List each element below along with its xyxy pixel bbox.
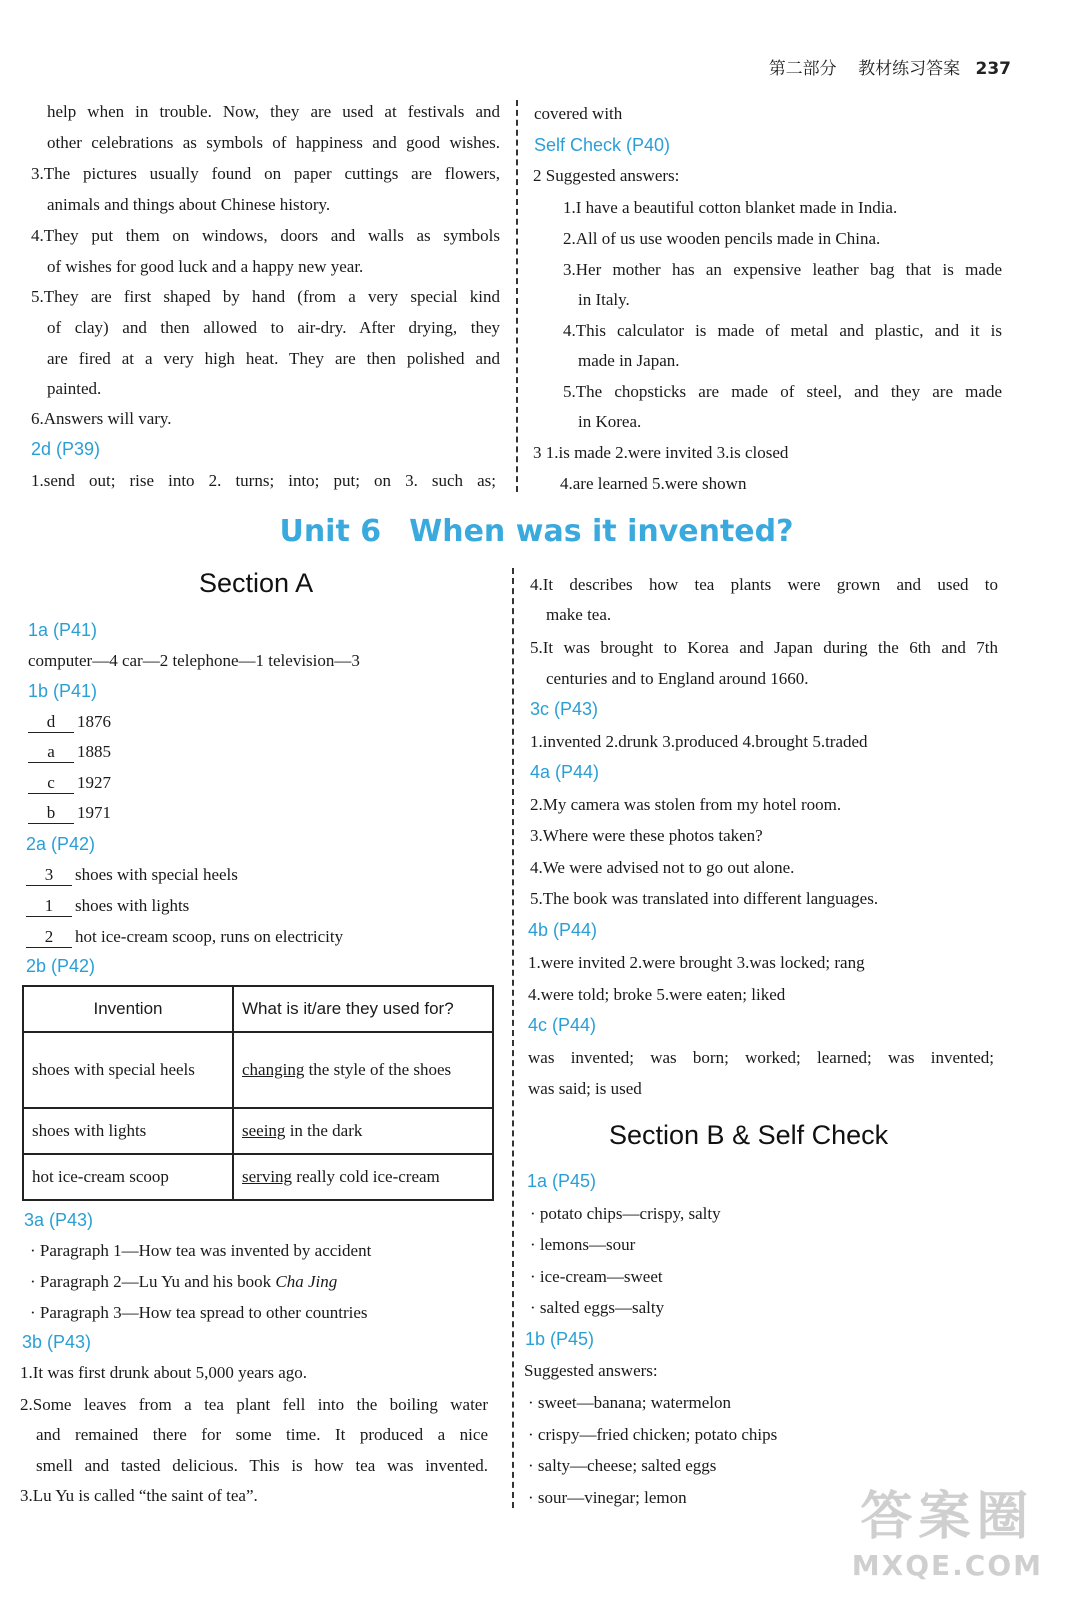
text-line: smell and tasted delicious. This is how tea was invented.	[36, 1456, 488, 1475]
text-line: 3.Lu Yu is called “the saint of tea”.	[20, 1486, 258, 1505]
text-line: of clay) and then allowed to air-dry. After drying, they	[47, 318, 500, 337]
exercise-label-b1b: 1b (P45)	[525, 1329, 595, 1349]
text-line: help when in trouble. Now, they are used at festivals and	[47, 102, 500, 121]
text-line: 4.They put them on windows, doors and walls as symbols	[31, 226, 500, 245]
exercise-label-4b: 4b (P44)	[528, 920, 598, 940]
table-row	[23, 1154, 493, 1200]
list-item: · Paragraph 1—How tea was invented by accident	[30, 1241, 372, 1260]
text-line: painted.	[47, 379, 102, 398]
text-line: are fired at a very high heat. They are then polished and	[47, 349, 500, 368]
text-line: was said; is used	[528, 1079, 642, 1098]
text-line: 6.Answers will vary.	[31, 409, 172, 428]
exercise-label-3b: 3b (P43)	[22, 1332, 92, 1352]
text-line: computer—4 car—2 telephone—1 television—3	[28, 651, 360, 670]
text-line: 3.Her mother has an expensive leather bag that is made	[563, 260, 1002, 279]
exercise-label-self-check: Self Check (P40)	[534, 135, 671, 155]
section-a-heading: Section A	[199, 568, 314, 598]
list-item: b 1971	[28, 802, 111, 824]
text-line: 4.It describes how tea plants were grown and used to	[530, 575, 998, 594]
table-cell: hot ice-cream scoop	[23, 1154, 233, 1200]
exercise-label-1a: 1a (P41)	[28, 620, 98, 640]
header-subsection: 教材练习答案	[858, 59, 961, 79]
text-line: 5.It was brought to Korea and Japan during the 6th and 7th	[530, 638, 998, 657]
list-item: · salty—cheese; salted eggs	[528, 1456, 717, 1475]
header-section: 第二部分	[768, 59, 837, 79]
list-item: a 1885	[28, 741, 111, 763]
text-line: 3.The pictures usually found on paper cuttings are flowers,	[31, 164, 500, 183]
table-header-cell: What is it/are they used for?	[233, 986, 493, 1032]
table-cell: changing the style of the shoes	[233, 1032, 493, 1108]
text-line: 2 Suggested answers:	[533, 166, 680, 185]
list-item: · sweet—banana; watermelon	[528, 1393, 731, 1412]
text-line: 1.invented 2.drunk 3.produced 4.brought 5.traded	[530, 732, 868, 751]
list-item: c 1927	[28, 772, 111, 794]
unit-number: Unit 6	[279, 514, 382, 549]
text-line: centuries and to England around 1660.	[546, 669, 809, 688]
text-line: in Korea.	[578, 412, 642, 431]
list-item: 4.We were advised not to go out alone.	[530, 858, 795, 877]
table-cell: seeing in the dark	[233, 1108, 493, 1154]
exercise-label-2a: 2a (P42)	[26, 834, 96, 854]
exercise-label-3c: 3c (P43)	[530, 699, 599, 719]
table-row	[23, 1108, 493, 1154]
table-cell: shoes with special heels	[23, 1032, 233, 1108]
text-line: of wishes for good luck and a happy new year.	[47, 257, 364, 276]
list-item: · Paragraph 2—Lu Yu and his book Cha Jing	[30, 1272, 338, 1291]
text-line: and remained there for some time. It produced a nice	[36, 1425, 488, 1444]
text-line: 1.It was first drunk about 5,000 years ago.	[20, 1363, 308, 1382]
list-item: 5.The book was translated into different languages.	[530, 889, 879, 908]
exercise-label-2d: 2d (P39)	[31, 439, 101, 459]
text-line: covered with	[534, 104, 623, 123]
text-line: 5.They are first shaped by hand (from a very special kind	[31, 287, 500, 306]
watermark-url: MXQE.COM	[851, 1549, 1043, 1582]
text-line: 1.send out; rise into 2. turns; into; put; on 3. such as;	[31, 471, 496, 490]
text-line: make tea.	[546, 605, 612, 624]
list-item: · salted eggs—salty	[530, 1298, 665, 1317]
list-item: 1 shoes with lights	[26, 895, 189, 917]
text-line: 1.were invited 2.were brought 3.was locked; rang	[528, 953, 865, 972]
inventions-table	[22, 985, 494, 1201]
list-item: · crispy—fried chicken; potato chips	[528, 1425, 778, 1444]
text-line: 5.The chopsticks are made of steel, and they are made	[563, 382, 1002, 401]
list-item: 3.Where were these photos taken?	[530, 826, 763, 845]
watermark-logo	[852, 1474, 1043, 1582]
text-line: other celebrations as symbols of happiness and good wishes.	[47, 133, 500, 152]
table-row	[23, 1032, 493, 1108]
text-line: in Italy.	[578, 290, 630, 309]
text-line: 4.are learned 5.were shown	[560, 474, 747, 493]
list-item: · ice-cream—sweet	[530, 1267, 663, 1286]
text-line: 2.All of us use wooden pencils made in China.	[563, 229, 881, 248]
table-header-row	[23, 986, 493, 1032]
column-divider	[516, 100, 518, 492]
unit-title	[0, 514, 1073, 549]
text-line: 4.This calculator is made of metal and plastic, and it is	[563, 321, 1002, 340]
exercise-label-b1a: 1a (P45)	[527, 1171, 597, 1191]
text-line: 2.Some leaves from a tea plant fell into the boiling water	[20, 1395, 488, 1414]
list-item: · sour—vinegar; lemon	[528, 1488, 687, 1507]
list-item: 3 shoes with special heels	[26, 864, 238, 886]
table-cell: serving really cold ice-cream	[233, 1154, 493, 1200]
list-item: · Paragraph 3—How tea spread to other countries	[30, 1303, 368, 1322]
text-line: 3 1.is made 2.were invited 3.is closed	[533, 443, 789, 462]
exercise-label-4c: 4c (P44)	[528, 1015, 597, 1035]
exercise-label-3a: 3a (P43)	[24, 1210, 94, 1230]
section-b-heading: Section B & Self Check	[609, 1120, 889, 1150]
text-line: Suggested answers:	[524, 1361, 658, 1380]
text-line: animals and things about Chinese history.	[47, 195, 331, 214]
exercise-label-2b: 2b (P42)	[26, 956, 96, 976]
list-item: d 1876	[28, 711, 111, 733]
list-item: · potato chips—crispy, salty	[530, 1204, 721, 1223]
text-line: 1.I have a beautiful cotton blanket made in India.	[563, 198, 898, 217]
table-header-cell: Invention	[23, 986, 233, 1032]
list-item: 2 hot ice-cream scoop, runs on electricity	[26, 926, 343, 948]
text-line: was invented; was born; worked; learned; was invented;	[528, 1048, 994, 1067]
list-item: · lemons—sour	[530, 1235, 636, 1254]
text-line: 4.were told; broke 5.were eaten; liked	[528, 985, 786, 1004]
table-cell: shoes with lights	[23, 1108, 233, 1154]
page-header	[769, 54, 1011, 79]
list-item: 2.My camera was stolen from my hotel room.	[530, 795, 842, 814]
unit-heading: When was it invented?	[409, 514, 794, 549]
page-number: 237	[975, 59, 1011, 79]
book-title: Cha Jing	[275, 1272, 338, 1291]
watermark-text: 答案圈	[860, 1487, 1035, 1547]
column-divider	[512, 568, 514, 1508]
exercise-label-1b: 1b (P41)	[28, 681, 98, 701]
exercise-label-4a: 4a (P44)	[530, 762, 600, 782]
text-line: made in Japan.	[578, 351, 680, 370]
